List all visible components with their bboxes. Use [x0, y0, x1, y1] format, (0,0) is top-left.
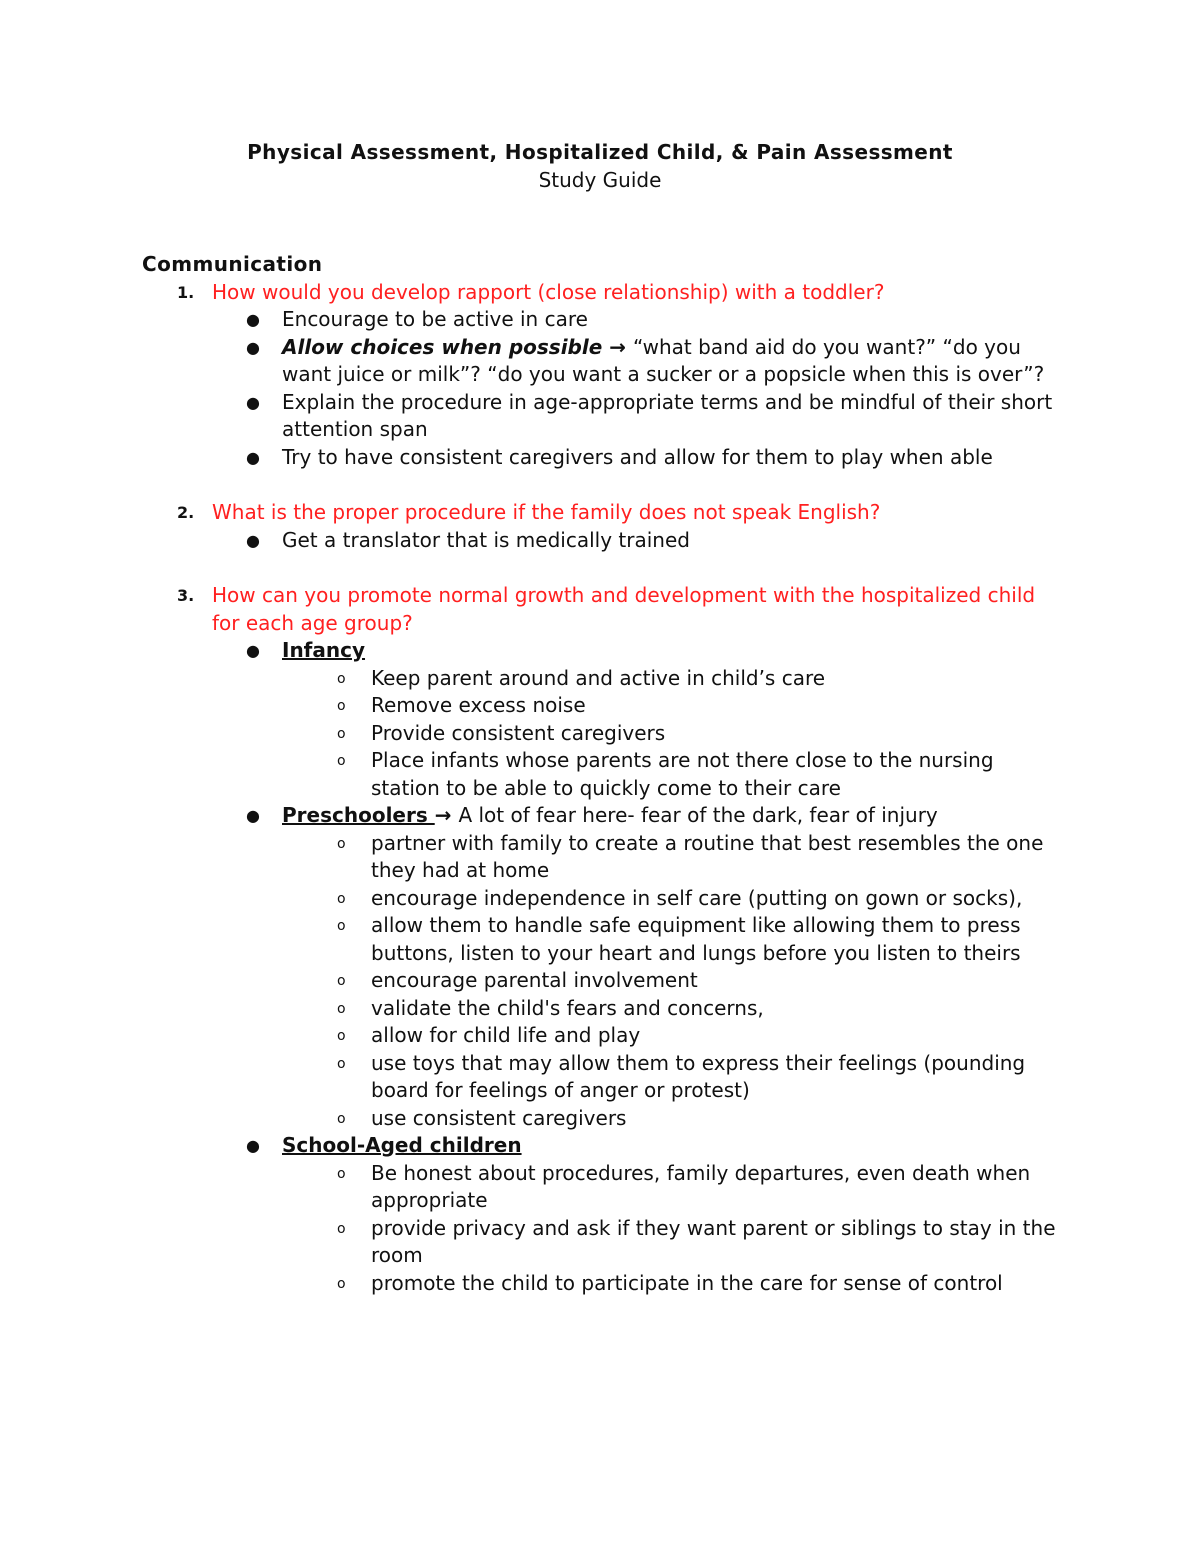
- sub-item: [142, 995, 1062, 1023]
- spacer: [142, 471, 1062, 499]
- age-group-school-aged: [142, 1132, 1062, 1297]
- age-group-note: A lot of fear here- fear of the dark, fear of injury: [458, 803, 938, 827]
- sub-bullet-icon: o: [337, 1055, 346, 1072]
- section-heading: Communication: [142, 252, 323, 276]
- age-group-label: School-Aged children: [282, 1133, 522, 1157]
- sub-item: [142, 912, 1062, 967]
- sub-item: [142, 665, 1062, 693]
- answer-item: [142, 389, 1062, 444]
- answer-text: Try to have consistent caregivers and allow for them to play when able: [282, 444, 993, 469]
- sub-bullet-icon: o: [337, 753, 346, 769]
- age-group-list: [142, 637, 1062, 1297]
- sub-bullet-icon: o: [337, 890, 346, 907]
- sub-bullet-icon: o: [337, 973, 346, 989]
- sub-item-text: use consistent caregivers: [371, 1105, 627, 1130]
- sub-list: [142, 1160, 1062, 1298]
- sub-item: [142, 1160, 1062, 1215]
- sub-item-text: Be honest about procedures, family departures, even death when appropriate: [371, 1160, 1031, 1212]
- question-1: [142, 279, 1062, 307]
- bullet-icon: ●: [246, 641, 260, 660]
- answer-item: [142, 444, 1062, 472]
- sub-item-text: encourage independence in self care (putting on gown or socks),: [371, 885, 1023, 910]
- sub-bullet-icon: o: [337, 1165, 346, 1182]
- bullet-icon: ●: [246, 337, 260, 357]
- sub-bullet-icon: o: [337, 918, 346, 934]
- sub-item-text: Place infants whose parents are not there close to the nursing station to be able to quickly come to their care: [371, 748, 994, 800]
- sub-bullet-icon: o: [337, 1000, 346, 1017]
- spacer: [142, 554, 1062, 582]
- bullet-icon: ●: [246, 310, 260, 329]
- answer-item: [142, 527, 1062, 555]
- answer-text: Explain the procedure in age-appropriate terms and be mindful of their short attention span: [282, 389, 1053, 441]
- question-text: How would you develop rapport (close relationship) with a toddler?: [212, 279, 885, 304]
- question-2: [142, 499, 1062, 527]
- sub-bullet-icon: o: [337, 698, 346, 714]
- age-group-label: Preschoolers: [282, 803, 435, 827]
- age-group-infancy: [142, 637, 1062, 802]
- age-group-preschoolers: [142, 802, 1062, 1132]
- sub-item-text: promote the child to participate in the care for sense of control: [371, 1270, 1003, 1295]
- sub-list: [142, 830, 1062, 1133]
- arrow-icon: →: [434, 803, 459, 827]
- sub-item: [142, 1270, 1062, 1298]
- sub-item-text: provide privacy and ask if they want parent or siblings to stay in the room: [371, 1215, 1056, 1267]
- sub-list: [142, 665, 1062, 803]
- document-subtitle: Study Guide: [538, 168, 662, 192]
- bullet-icon: ●: [246, 392, 260, 412]
- bullet-icon: ●: [246, 806, 260, 825]
- sub-item: [142, 1050, 1062, 1105]
- sub-item: [142, 747, 1062, 802]
- sub-item: [142, 967, 1062, 995]
- answer-emphasis: Allow choices when possible: [282, 334, 603, 359]
- sub-bullet-icon: o: [337, 835, 346, 852]
- sub-item: [142, 1022, 1062, 1050]
- sub-bullet-icon: o: [337, 670, 346, 687]
- document-title: Physical Assessment, Hospitalized Child, & Pain Assessment: [247, 140, 953, 164]
- sub-bullet-icon: o: [337, 1220, 346, 1237]
- question-3: [142, 582, 1062, 637]
- sub-item-text: Remove excess noise: [371, 693, 586, 717]
- bullet-icon: ●: [246, 530, 260, 550]
- arrow-icon: →: [602, 334, 633, 359]
- sub-item: [142, 692, 1062, 720]
- sub-item-text: encourage parental involvement: [371, 968, 698, 992]
- answer-list: [142, 527, 1062, 555]
- bullet-icon: ●: [246, 1136, 260, 1155]
- answer-list: [142, 306, 1062, 471]
- question-number: 3.: [177, 586, 195, 605]
- question-text: What is the proper procedure if the family does not speak English?: [212, 500, 881, 524]
- sub-item: [142, 830, 1062, 885]
- sub-item-text: allow for child life and play: [371, 1023, 641, 1047]
- sub-item-text: validate the child's fears and concerns,: [371, 995, 764, 1020]
- answer-text: Get a translator that is medically trained: [282, 527, 690, 552]
- question-number: 2.: [177, 503, 195, 522]
- sub-item: [142, 1105, 1062, 1133]
- bullet-icon: ●: [246, 447, 260, 467]
- question-text: How can you promote normal growth and development with the hospitalized child for each age group?: [212, 583, 1036, 635]
- question-number: 1.: [177, 282, 195, 302]
- sub-bullet-icon: o: [337, 1110, 346, 1127]
- sub-bullet-icon: o: [337, 1275, 346, 1292]
- sub-item-text: use toys that may allow them to express their feelings (pounding board for feelings of anger or protest): [371, 1050, 1026, 1102]
- sub-item: [142, 1215, 1062, 1270]
- sub-bullet-icon: o: [337, 725, 346, 742]
- sub-item-text: Keep parent around and active in child’s care: [371, 665, 826, 690]
- sub-item: [142, 885, 1062, 913]
- answer-item: [142, 334, 1062, 389]
- document-body: [142, 251, 1062, 1297]
- age-group-label: Infancy: [282, 638, 366, 662]
- sub-item: [142, 720, 1062, 748]
- sub-item-text: partner with family to create a routine that best resembles the one they had at home: [371, 830, 1044, 882]
- sub-item-text: allow them to handle safe equipment like allowing them to press buttons, listen to your heart and lungs before you listen to theirs: [371, 913, 1021, 965]
- answer-text: “what band aid do you want?” “do you want juice or milk”? “do you want a sucker or a popsicle when this is over”?: [282, 334, 1045, 386]
- answer-text: Encourage to be active in care: [282, 307, 588, 331]
- sub-item-text: Provide consistent caregivers: [371, 720, 666, 745]
- sub-bullet-icon: o: [337, 1028, 346, 1044]
- answer-item: [142, 306, 1062, 334]
